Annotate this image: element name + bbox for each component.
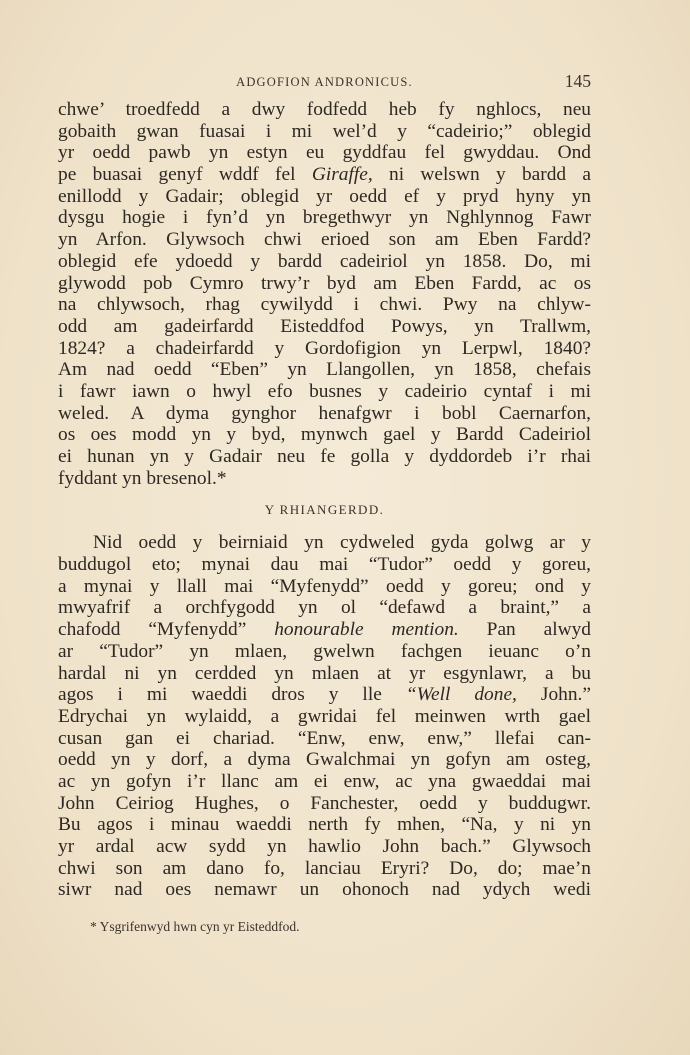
text-line: Bu agos i minau waeddi nerth fy mhen, “Na, y ni yn (58, 814, 591, 836)
italic-phrase: honourable mention. (274, 619, 459, 641)
text-line: gobaith gwan fuasai i mi wel’d y “cadeirio;” oblegid (58, 120, 591, 142)
text-line: chwe’ troedfedd a dwy fodfedd heb fy nghlocs, neu (58, 99, 591, 120)
text-span: pe buasai genyf wddf fel (58, 164, 296, 186)
text-line: hardal ni yn cerdded yn mlaen at yr esgynlawr, a bu (58, 662, 591, 684)
page-number: 145 (564, 71, 591, 91)
paragraph-2 (58, 532, 591, 901)
text-line: ac yn gofyn i’r llanc am ei enw, ac yna gwaeddai mai (58, 770, 591, 792)
text-span: John.” (540, 684, 591, 706)
text-line: Am nad oedd “Eben” yn Llangollen, yn 1858, chefais (58, 359, 591, 381)
text-line: ar “Tudor” yn mlaen, gwelwn fachgen ieuanc o’n (58, 640, 591, 662)
text-span: Pan alwyd (486, 619, 591, 641)
italic-word: Giraffe, (311, 164, 373, 186)
text-line: oblegid efe ydoedd y bardd cadeiriol yn 1858. Do, mi (58, 250, 591, 272)
text-span: ni welswn y bardd a (389, 164, 592, 186)
text-line: dysgu hogie i fyn’d yn bregethwyr yn Nghlynnog Fawr (58, 207, 591, 229)
text-line: buddugol eto; mynai dau mai “Tudor” oedd y goreu, (58, 554, 591, 576)
text-line: Edrychai yn wylaidd, a gwridai fel meinwen wrth gael (58, 705, 591, 727)
body-text (58, 99, 591, 901)
text-line: siwr nad oes nemawr un ohonoch nad ydych wedi (58, 879, 591, 901)
text-line: odd am gadeirfardd Eisteddfod Powys, yn Trallwm, (58, 315, 591, 337)
text-line: mwyafrif a orchfygodd yn ol “defawd a braint,” a (58, 597, 591, 619)
text-span: chafodd “Myfenydd” (58, 619, 247, 641)
text-line: i fawr iawn o hwyl efo busnes y cadeirio cyntaf i mi (58, 380, 591, 402)
text-line: chwi son am dano fo, lanciau Eryri? Do, do; mae’n (58, 857, 591, 879)
text-line: ei hunan yn y Gadair neu fe golla y dyddordeb i’r rhai (58, 446, 591, 467)
text-line: a mynai y llall mai “Myfenydd” oedd y goreu; ond y (58, 575, 591, 597)
text-line: enillodd y Gadair; oblegid yr oedd ef y pryd hyny yn (58, 185, 591, 207)
italic-phrase: “Well done, (405, 684, 517, 706)
section-heading: Y RHIANGERDD. (264, 502, 385, 518)
running-title: ADGOFION ANDRONICUS. (236, 75, 413, 89)
paragraph-1 (58, 99, 591, 489)
text-line: cusan gan ei chariad. “Enw, enw, enw,” llefai can- (58, 727, 591, 749)
text-line (58, 684, 591, 706)
text-line: yr ardal acw sydd yn hawlio John bach.” Glywsoch (58, 836, 591, 857)
text-line: John Ceiriog Hughes, o Fanchester, oedd y buddugwr. (58, 792, 591, 814)
text-line: oedd yn y dorf, a dyma Gwalchmai yn gofyn am osteg, (58, 749, 591, 771)
text-line: glywodd pob Cymro trwy’r byd am Eben Fardd, ac os (58, 272, 591, 294)
text-line (58, 164, 591, 186)
text-line: os oes modd yn y byd, mynwch gael y Bardd Cadeiriol (58, 424, 591, 446)
text-line: weled. A dyma gynghor henafgwr i bobl Caernarfon, (58, 402, 591, 424)
text-line (58, 619, 591, 641)
text-line: fyddant yn bresenol.* (58, 467, 227, 489)
text-line: 1824? a chadeirfardd y Gordofigion yn Lerpwl, 1840? (58, 337, 591, 359)
text-span: agos i mi waeddi dros y lle (58, 684, 382, 706)
text-line: yr oedd pawb yn estyn eu gyddfau fel gwyddau. Ond (58, 142, 591, 164)
text-line: na chlywsoch, rhag cywilydd i chwi. Pwy na chlyw- (58, 294, 591, 316)
footnote: * Ysgrifenwyd hwn cyn yr Eisteddfod. (90, 919, 300, 934)
page-header (58, 71, 591, 95)
text-line: Nid oedd y beirniaid yn cydweled gyda golwg ar y (93, 532, 591, 554)
text-line: yn Arfon. Glywsoch chwi erioed son am Eben Fardd? (58, 229, 591, 251)
